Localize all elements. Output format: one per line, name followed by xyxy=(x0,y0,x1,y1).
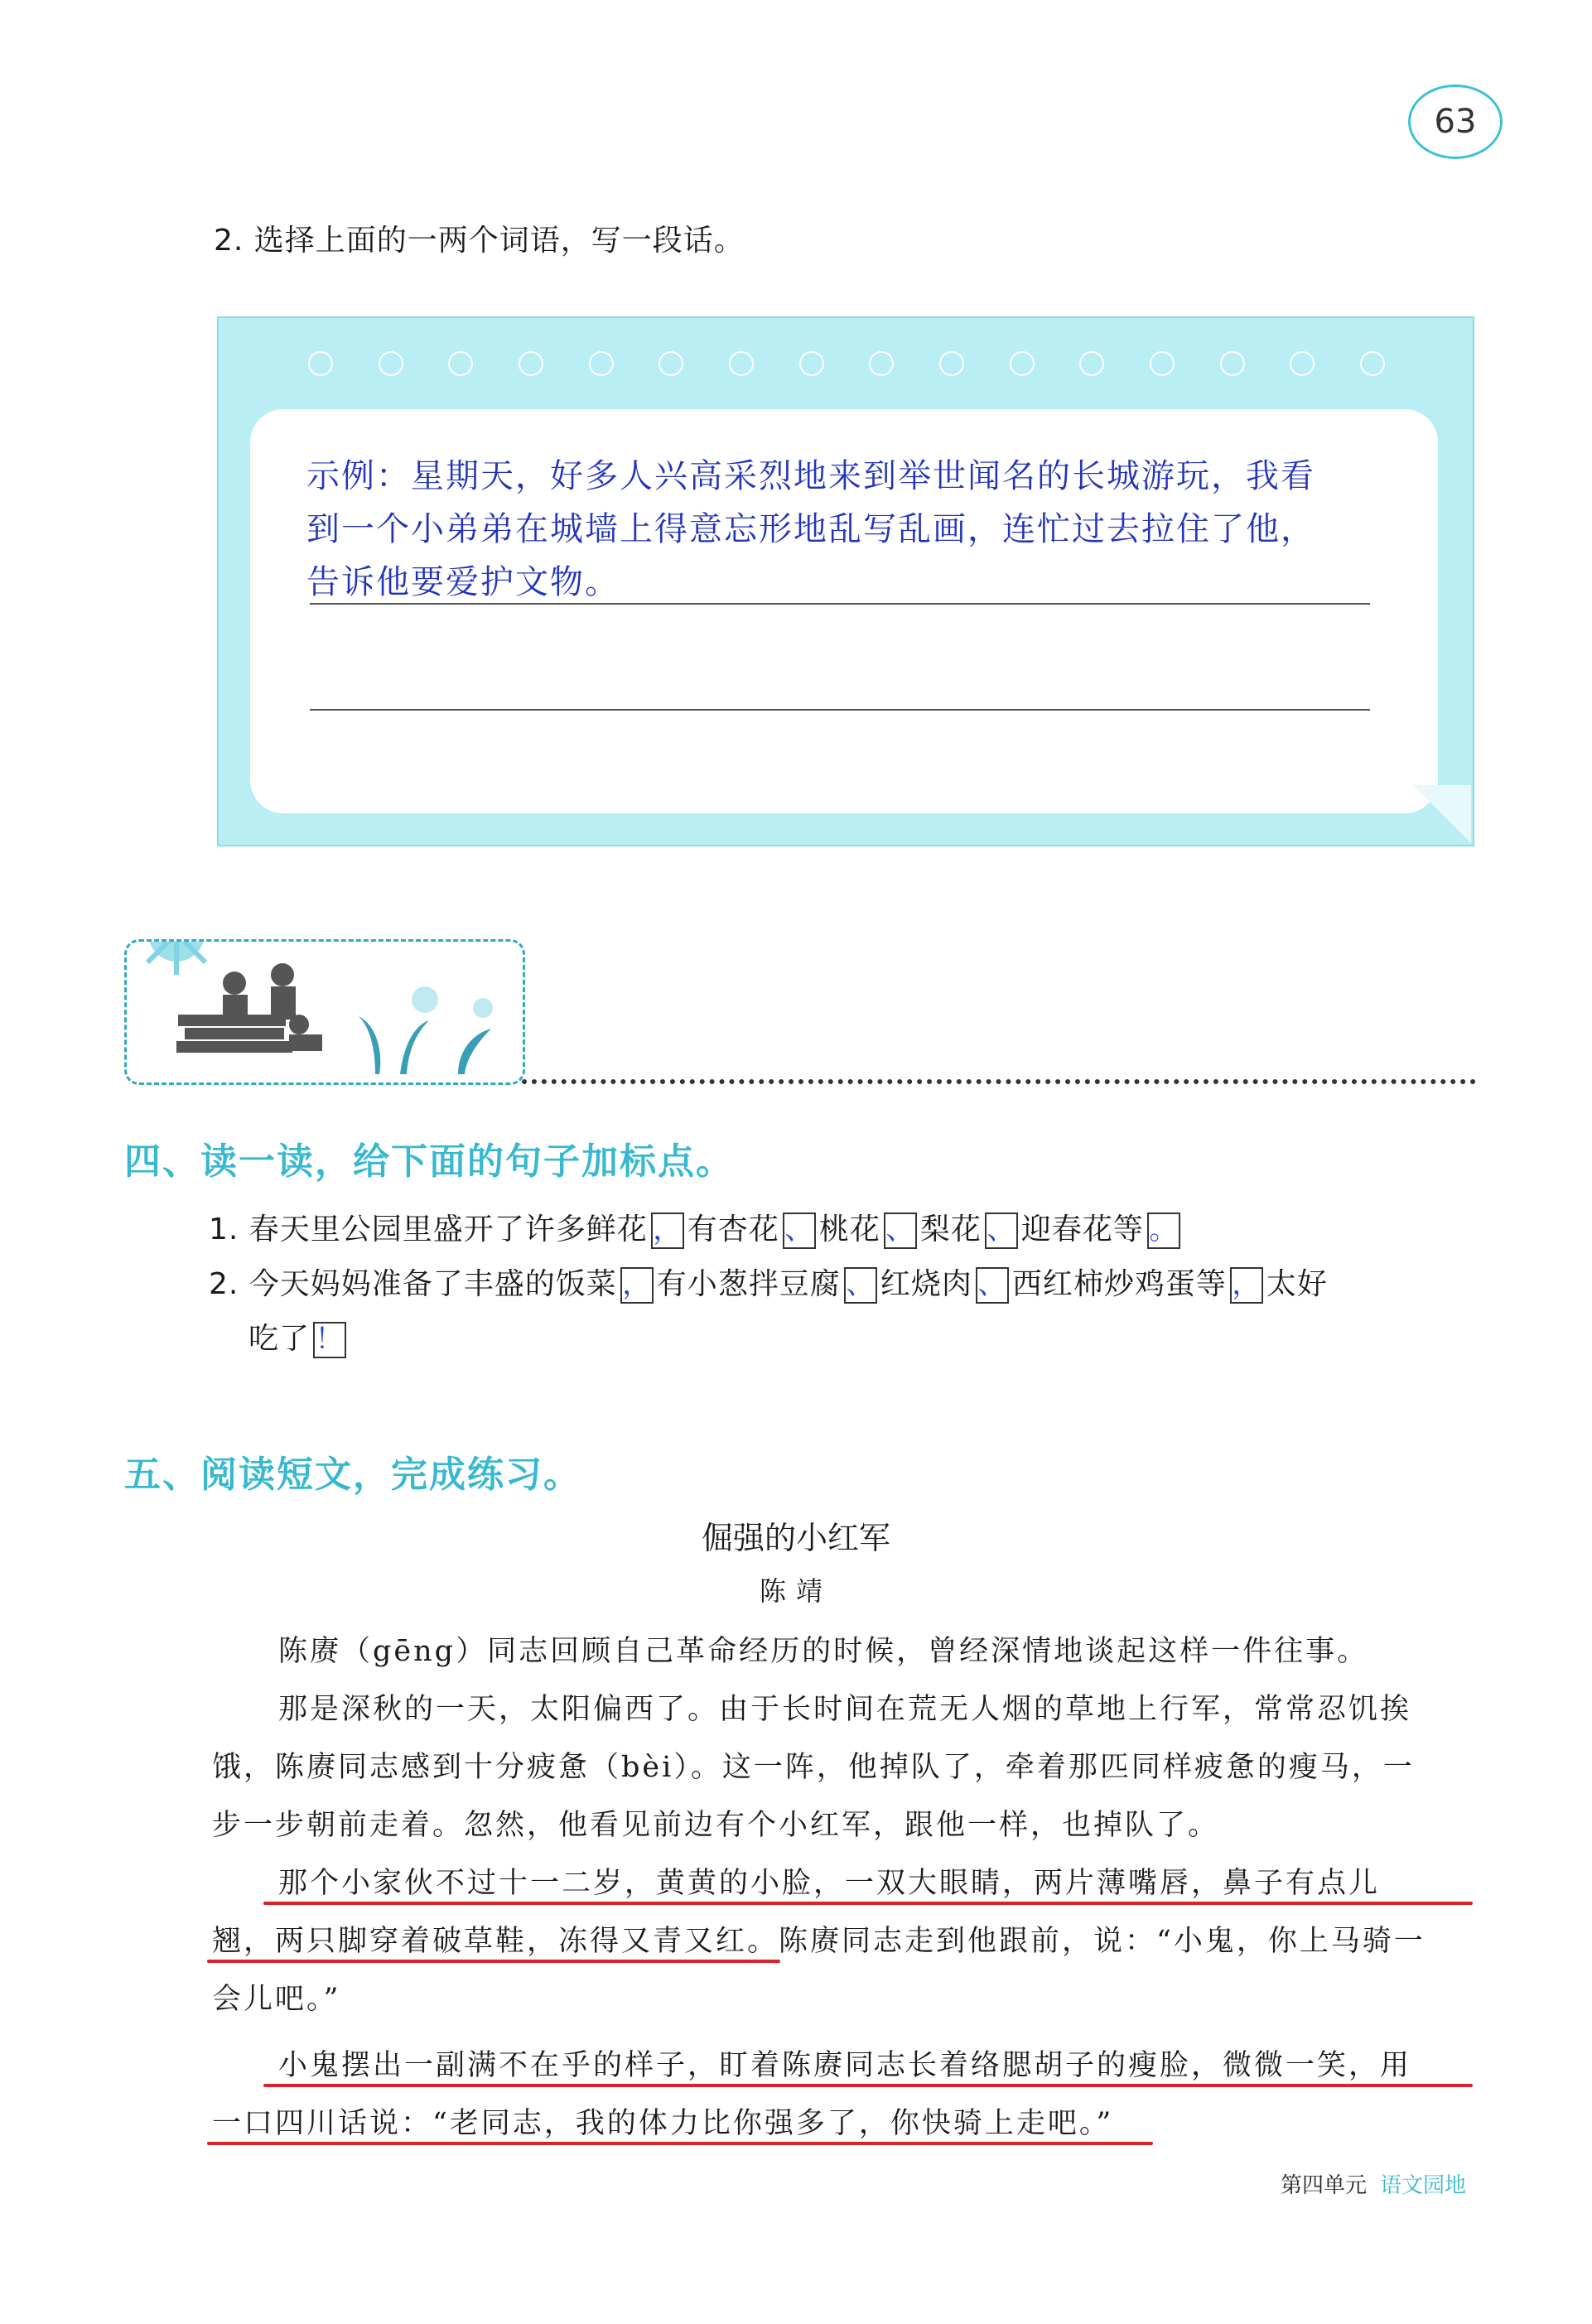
paragraph-line: 小鬼摆出一副满不在乎的样子，盯着陈赓同志长着络腮胡子的瘦脸，微微一笑，用 xyxy=(278,2049,1412,2082)
punctuation-box[interactable]: ！ xyxy=(313,1322,346,1358)
hole-icon xyxy=(1079,351,1104,376)
hole-icon xyxy=(519,351,543,376)
paragraph-line: 那个小家伙不过十一二岁，黄黄的小脸，一双大眼睛，两片薄嘴唇，鼻子有点儿 xyxy=(278,1867,1381,1900)
hole-icon xyxy=(589,351,614,376)
reading-children-icon xyxy=(127,942,523,1082)
section-5-title: 五、阅读短文，完成练习。 xyxy=(124,1454,581,1496)
punctuation-box[interactable]: ， xyxy=(620,1267,654,1304)
punctuation-box[interactable]: 、 xyxy=(884,1213,917,1249)
item-text: 迎春花等 xyxy=(1020,1213,1144,1246)
item-text: 2. 今天妈妈准备了丰盛的饭菜 xyxy=(209,1267,617,1301)
example-line: 告诉他要爱护文物。 xyxy=(306,563,620,601)
item-text: 吃了 xyxy=(248,1322,311,1356)
hole-icon xyxy=(1220,351,1245,376)
hole-icon xyxy=(1010,351,1035,376)
punctuation-box[interactable]: 、 xyxy=(976,1267,1009,1304)
underline-mark xyxy=(263,1902,1473,1905)
paragraph-line: 一口四川话说：“老同志，我的体力比你强多了，你快骑上走吧。” xyxy=(212,2107,1114,2140)
item-text: 太好 xyxy=(1266,1267,1328,1301)
example-line: 到一个小弟弟在城墙上得意忘形地乱写乱画，连忙过去拉住了他， xyxy=(306,510,1315,548)
story-author: 陈靖 xyxy=(759,1575,832,1607)
hole-icon xyxy=(379,351,403,376)
section-4-title: 四、读一读，给下面的句子加标点。 xyxy=(124,1140,734,1183)
paragraph-line: 饿，陈赓同志感到十分疲惫（bèi）。这一阵，他掉队了，牵着那匹同样疲惫的瘦马，一 xyxy=(212,1751,1415,1784)
binder-holes xyxy=(308,351,1385,381)
paragraph-line: 翘，两只脚穿着破草鞋，冻得又青又红。陈赓同志走到他跟前，说：“小鬼，你上马骑一 xyxy=(212,1925,1426,1958)
paragraph-line: 步一步朝前走着。忽然，他看见前边有个小红军，跟他一样，也掉队了。 xyxy=(212,1809,1220,1842)
paragraph-line: 陈赓（gēng）同志回顾自己革命经历的时候，曾经深情地谈起这样一件往事。 xyxy=(278,1635,1369,1668)
reading-illustration-frame xyxy=(124,939,525,1085)
hole-icon xyxy=(1150,351,1175,376)
underline-mark xyxy=(263,2084,1473,2087)
story-title: 倔强的小红军 xyxy=(701,1520,890,1556)
paragraph-line: 那是深秋的一天，太阳偏西了。由于长时间在荒无人烟的草地上行军，常常忍饥挨 xyxy=(278,1693,1412,1726)
hole-icon xyxy=(1360,351,1385,376)
writing-line xyxy=(310,709,1370,711)
hole-icon xyxy=(308,351,333,376)
hole-icon xyxy=(939,351,964,376)
item-text: 红烧肉 xyxy=(880,1267,972,1301)
punctuation-box[interactable]: 、 xyxy=(844,1267,877,1304)
footer-section: 语文园地 xyxy=(1380,2173,1467,2198)
example-answer xyxy=(306,450,1392,609)
item-text: 梨花 xyxy=(919,1213,982,1246)
hole-icon xyxy=(729,351,754,376)
punctuation-box[interactable]: ， xyxy=(1230,1267,1263,1304)
paragraph-line: 会儿吧。” xyxy=(212,1983,341,2016)
item-text: 有小葱拌豆腐 xyxy=(656,1267,841,1301)
punctuation-box[interactable]: 、 xyxy=(783,1213,816,1249)
punctuation-box[interactable]: 。 xyxy=(1147,1213,1180,1249)
punctuation-box[interactable]: 、 xyxy=(985,1213,1018,1249)
item-text: 有杏花 xyxy=(687,1213,779,1246)
punctuation-box[interactable]: ， xyxy=(651,1213,684,1249)
exercise-item-1 xyxy=(209,1206,1184,1249)
hole-icon xyxy=(799,351,824,376)
exercise-item-2-cont xyxy=(248,1315,350,1358)
example-line: 示例：星期天，好多人兴高采烈地来到举世闻名的长城游玩，我看 xyxy=(306,457,1315,495)
page-curl-icon xyxy=(1413,785,1471,843)
item-text: 桃花 xyxy=(818,1213,880,1246)
hole-icon xyxy=(1290,351,1315,376)
hole-icon xyxy=(869,351,894,376)
page-footer xyxy=(1281,2168,1466,2199)
item-text: 西红柿炒鸡蛋等 xyxy=(1011,1267,1227,1301)
footer-unit: 第四单元 xyxy=(1281,2173,1368,2198)
exercise-item-2 xyxy=(209,1261,1328,1304)
underline-mark xyxy=(207,2142,1153,2145)
hole-icon xyxy=(448,351,473,376)
page-number: 63 xyxy=(1408,84,1503,159)
item-text: 1. 春天里公园里盛开了许多鲜花 xyxy=(209,1213,648,1246)
hole-icon xyxy=(659,351,683,376)
writing-line xyxy=(310,603,1370,605)
section-divider xyxy=(522,1079,1476,1084)
underline-mark xyxy=(207,1960,780,1963)
question-2: 2. 选择上面的一两个词语，写一段话。 xyxy=(214,224,745,258)
